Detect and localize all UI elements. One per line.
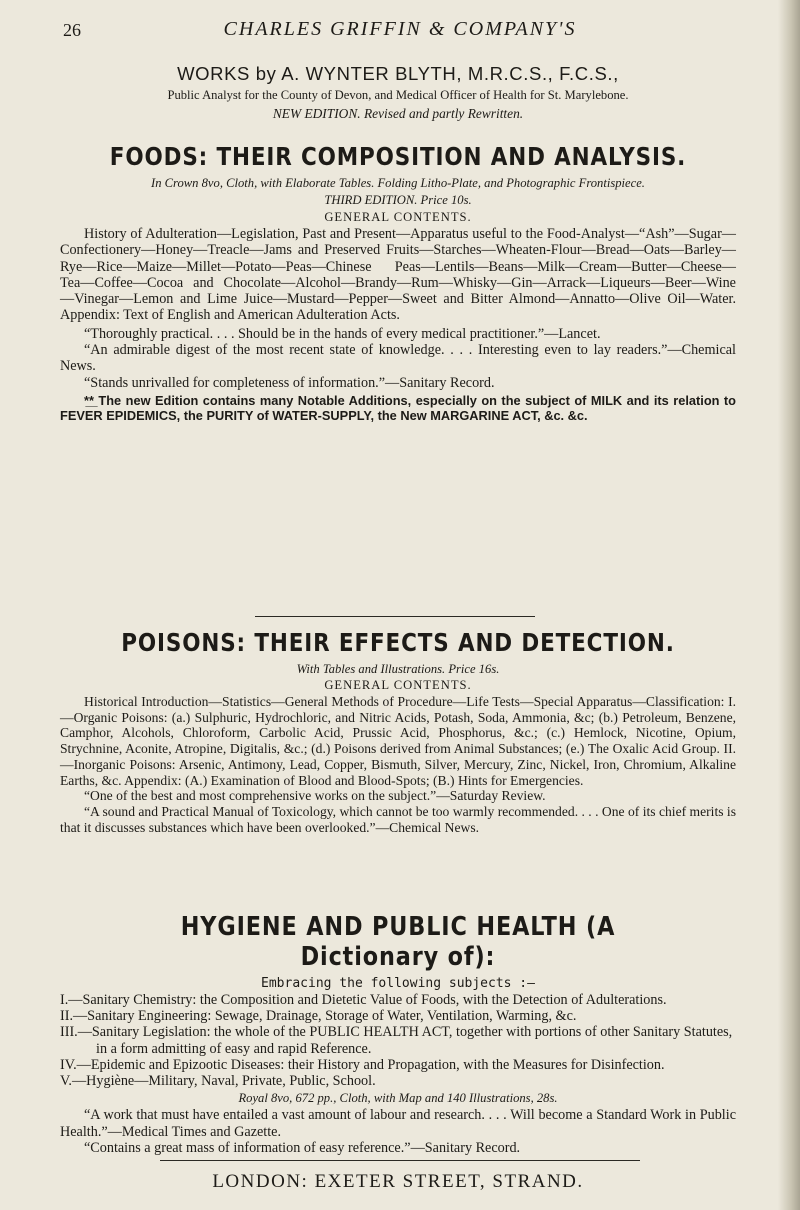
poisons-contents-heading: GENERAL CONTENTS. xyxy=(324,678,472,692)
foods-edition-price: THIRD EDITION. Price 10s. xyxy=(324,193,472,207)
edition-note: NEW EDITION. Revised and partly Rewritten. xyxy=(272,106,524,121)
poisons-review-chemical-news: “A sound and Practical Manual of Toxicology, which cannot be too warmly recommended. . . . One of its chief merits is that it discusses substances which have been overlooked.”—Chemical News. xyxy=(60,803,736,835)
author-line: WORKS by A. WYNTER BLYTH, M.R.C.S., F.C.S., xyxy=(177,63,619,84)
hygiene-format: Royal 8vo, 672 pp., Cloth, with Map and 140 Illustrations, 28s. xyxy=(238,1091,558,1106)
hygiene-subject-list xyxy=(60,992,736,1089)
hygiene-review-sanitary-record: “Contains a great mass of information of easy reference.”—Sanitary Record. xyxy=(84,1139,521,1156)
poisons-section xyxy=(60,628,736,835)
foods-contents: History of Adulteration—Legislation, Past and Present—Apparatus useful to the Food-Analyst—“Ash”—Sugar—Confectionery—Honey—Treacle—Jams and Preserved Fruits—Starches—Wheaten-Flour—Bread—Oats—Barley—Rye—Rice—Maize—Millet—Potato—Peas—Chinese Peas—Lentils—Beans—Milk—Cream—Butter—Cheese—Tea—Coffee—Cocoa and Chocolate—Alcohol—Brandy—Rum—Whisky—Gin—Arrack—Liqueurs—Beer—Wine—Vinegar—Lemon and Lime Juice—Mustard—Pepper—Sweet and Bitter Almond—Annatto—Olive Oil—Water. Appendix: Text of English and American Adulteration Acts. xyxy=(60,226,736,324)
page-number: 26 xyxy=(63,20,81,40)
author-block xyxy=(60,63,736,121)
page-header xyxy=(0,6,800,40)
foods-review-sanitary-record: “Stands unrivalled for completeness of information.”—Sanitary Record. xyxy=(84,374,495,391)
running-title: CHARLES GRIFFIN & COMPANY'S xyxy=(223,18,577,40)
footer-rule xyxy=(160,1160,640,1161)
hygiene-subject-item: IV.—Epidemic and Epizootic Diseases: their History and Propagation, with the Measures for Disinfection. xyxy=(60,1056,665,1073)
hygiene-subject-item: III.—Sanitary Legislation: the whole of the PUBLIC HEALTH ACT, together with portions of other Sanitary Statutes, in a form admitting of easy and rapid Reference. xyxy=(60,1024,733,1057)
section-divider xyxy=(255,616,535,617)
hygiene-subject-item: I.—Sanitary Chemistry: the Composition and Dietetic Value of Foods, with the Detection of Adulterations. xyxy=(60,992,667,1008)
hygiene-subject-item: V.—Hygiène—Military, Naval, Private, Public, School. xyxy=(60,1073,376,1090)
hygiene-subject-item: II.—Sanitary Engineering: Sewage, Drainage, Storage of Water, Ventilation, Warming, &c. xyxy=(60,1008,577,1025)
poisons-review-saturday: “One of the best and most comprehensive works on the subject.”—Saturday Review. xyxy=(84,788,546,804)
hygiene-title: HYGIENE AND PUBLIC HEALTH (A Dictionary of): xyxy=(180,912,616,972)
foods-section xyxy=(60,142,736,424)
poisons-title: POISONS: THEIR EFFECTS AND DETECTION. xyxy=(121,628,675,657)
poisons-format: With Tables and Illustrations. Price 16s. xyxy=(296,662,500,676)
hygiene-review-medical-times: “A work that must have entailed a vast amount of labour and research. . . . Will become a Standard Work in Public Health.”—Medical Times and Gazette. xyxy=(60,1107,736,1140)
hygiene-subtitle: Embracing the following subjects :— xyxy=(261,976,535,991)
foods-review-chemical-news: “An admirable digest of the most recent state of knowledge. . . . Interesting even to lay readers.”—Chemical News. xyxy=(60,342,736,375)
foods-new-edition-note: *̲*̲ The new Edition contains many Notable Additions, especially on the subject of MILK and its relation to FEVER EPIDEMICS, the PURITY of WATER-SUPPLY, the New MARGARINE ACT, &c. &c. xyxy=(60,392,736,424)
foods-review-lancet: “Thoroughly practical. . . . Should be in the hands of every medical practitioner.”—Lancet. xyxy=(84,325,601,342)
foods-format: In Crown 8vo, Cloth, with Elaborate Tables. Folding Litho-Plate, and Photographic Frontispiece. xyxy=(151,176,645,190)
imprint-footer: LONDON: EXETER STREET, STRAND. xyxy=(212,1171,584,1192)
page-edge-shadow xyxy=(778,0,800,1210)
poisons-contents: Historical Introduction—Statistics—General Methods of Procedure—Life Tests—Special Apparatus—Classification: I.—Organic Poisons: (a.) Sulphuric, Hydrochloric, and Nitric Acids, Potash, Soda, Ammonia, &c; (b.) Petroleum, Benzene, Camphor, Alcohols, Chloroform, Carbolic Acid, Prussic Acid, Phosphorus, &c.; (c.) Hemlock, Nicotine, Opium, Strychnine, Aconite, Atropine, Digitalis, &c.; (d.) Poisons derived from Animal Substances; (e.) The Oxalic Acid Group. II.—Inorganic Poisons: Arsenic, Antimony, Lead, Copper, Bismuth, Silver, Mercury, Zinc, Nickel, Iron, Chromium, Alkaline Earths, &c. Appendix: (A.) Examination of Blood and Blood-Spots; (B.) Hints for Emergencies. xyxy=(60,694,736,788)
hygiene-section xyxy=(60,912,736,1156)
foods-contents-heading: GENERAL CONTENTS. xyxy=(324,210,472,224)
foods-title: FOODS: THEIR COMPOSITION AND ANALYSIS. xyxy=(109,142,687,171)
author-affiliation: Public Analyst for the County of Devon, and Medical Officer of Health for St. Marylebone. xyxy=(167,88,629,102)
